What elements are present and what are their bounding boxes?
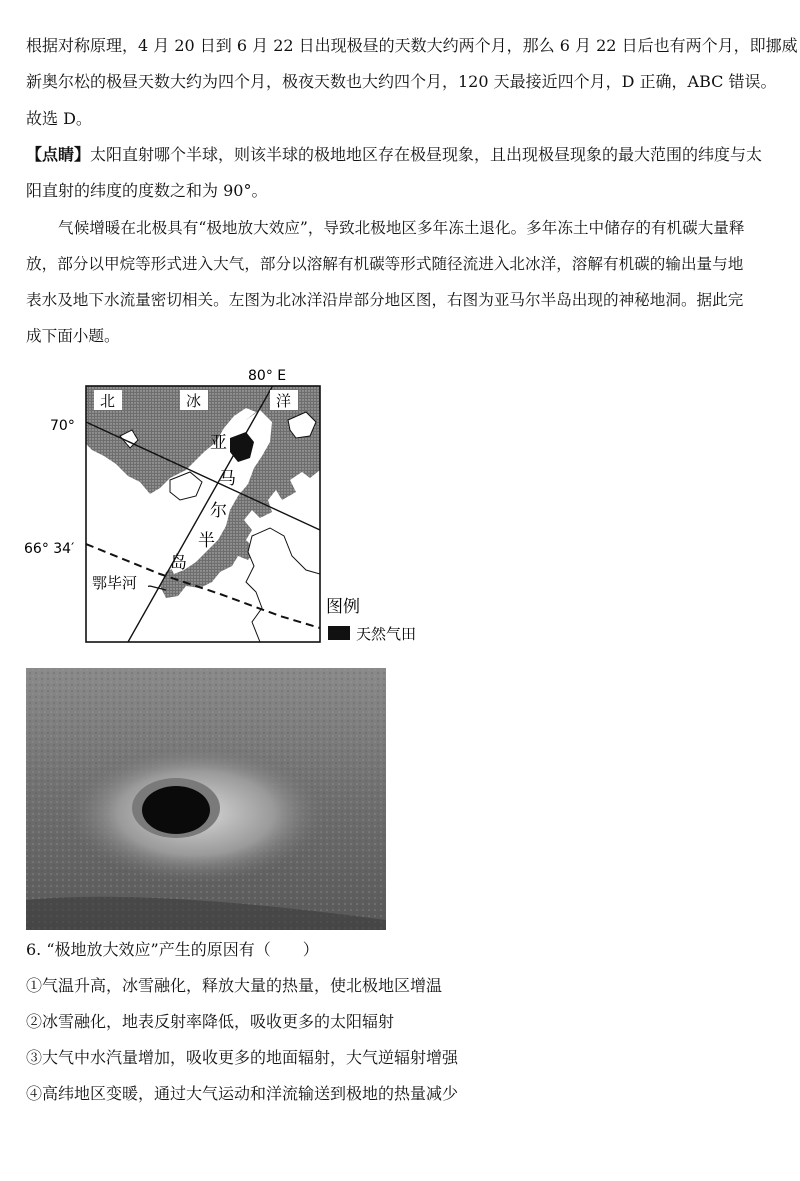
- sinkhole-hole: [142, 786, 210, 834]
- legend-title: 图例: [326, 597, 360, 617]
- answer-text-line-1: 根据对称原理，4 月 20 日到 6 月 22 日出现极昼的天数大约两个月，那么 6 月 22 日后也有两个月，即挪威: [26, 36, 798, 55]
- passage-line-3: 表水及地下水流量密切相关。左图为北冰洋沿岸部分地区图，右图为亚马尔半岛出现的神秘地洞。据此完: [26, 291, 744, 309]
- sinkhole-photo: [26, 668, 386, 930]
- question-stem: 6. “极地放大效应”产生的原因有（ ）: [26, 940, 319, 959]
- arctic-coast-map: [20, 360, 440, 660]
- peninsula-char-2: 马: [219, 469, 236, 489]
- sinkhole-photo-svg: [26, 668, 386, 930]
- river-label: 鄂毕河: [92, 574, 138, 592]
- sea-label-3: 洋: [276, 392, 292, 410]
- longitude-label: 80° E: [248, 368, 287, 384]
- tip-line-2: 阳直射的纬度的度数之和为 90°。: [26, 181, 268, 200]
- answer-text-line-2: 新奥尔松的极昼天数大约为四个月，极夜天数也大约四个月，120 天最接近四个月，D 正确，ABC 错误。: [26, 72, 777, 91]
- tip-label: 【点睛】: [26, 145, 91, 164]
- peninsula-char-1: 亚: [210, 433, 227, 453]
- map-figure: [20, 360, 440, 660]
- passage-line-4: 成下面小题。: [26, 327, 120, 345]
- answer-text-line-3: 故选 D。: [26, 109, 92, 128]
- option-1: ①气温升高，冰雪融化，释放大量的热量，使北极地区增温: [26, 976, 443, 995]
- tip-line-1: [26, 145, 762, 165]
- option-2: ②冰雪融化，地表反射率降低，吸收更多的太阳辐射: [26, 1012, 395, 1031]
- latitude-66-label: 66° 34′: [24, 541, 75, 557]
- sea-label-1: 北: [100, 392, 116, 410]
- sea-label-2: 冰: [186, 392, 202, 410]
- option-3: ③大气中水汽量增加，吸收更多的地面辐射，大气逆辐射增强: [26, 1048, 459, 1067]
- latitude-70-label: 70°: [50, 418, 75, 434]
- peninsula-char-5: 岛: [170, 553, 187, 573]
- legend-item: 天然气田: [356, 625, 417, 643]
- option-4: ④高纬地区变暖，通过大气运动和洋流输送到极地的热量减少: [26, 1084, 459, 1103]
- passage-line-2: 放，部分以甲烷等形式进入大气，部分以溶解有机碳等形式随径流进入北冰洋，溶解有机碳的输出量与地: [26, 255, 744, 273]
- legend-swatch: [328, 626, 350, 640]
- peninsula-char-4: 半: [198, 531, 215, 551]
- tip-text-1: 太阳直射哪个半球，则该半球的极地地区存在极昼现象，且出现极昼现象的最大范围的纬度与太: [90, 145, 763, 164]
- passage-line-1: 气候增暖在北极具有“极地放大效应”，导致北极地区多年冻土退化。多年冻土中储存的有机碳大量释: [58, 219, 745, 237]
- peninsula-char-3: 尔: [210, 501, 227, 521]
- island-2: [170, 472, 202, 500]
